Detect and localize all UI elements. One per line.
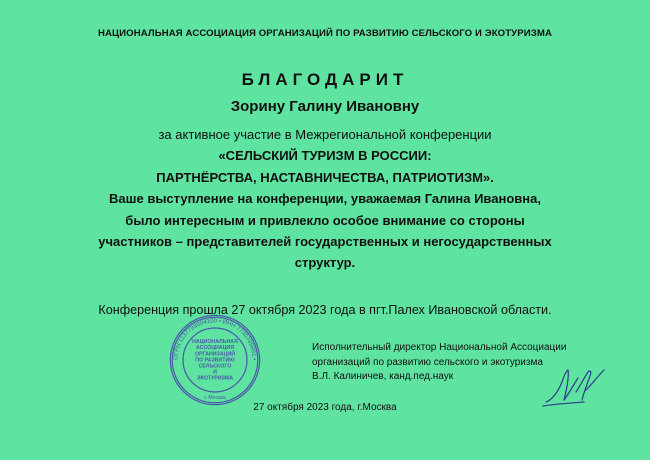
svg-text:ОРГАНИЗАЦИЙ: ОРГАНИЗАЦИЙ [194,351,236,358]
body-line: ПАРТНЁРСТВА, НАСТАВНИЧЕСТВА, ПАТРИОТИЗМ». [156,169,494,185]
svg-text:СЕЛЬСКОГО: СЕЛЬСКОГО [198,363,232,370]
director-line: Исполнительный директор Национальной Ассоциации [312,342,567,353]
certificate-heading: БЛАГОДАРИТ [241,70,409,89]
body-line: Ваше выступление на конференции, уважаемая Галина Ивановна, [109,191,541,207]
svg-text:ЭКОТУРИЗМА: ЭКОТУРИЗМА [196,375,234,382]
seal-stamp [168,313,262,407]
director-line: организаций по развитию сельского и экотуризма [312,356,543,368]
recipient-name: Зорину Галину Ивановну [230,98,420,115]
body-line: было интересным и привлекло особое внимание со стороны [125,212,525,228]
svg-text:И: И [213,369,217,376]
seal-city: г. Москва [204,395,226,402]
body-line: «СЕЛЬСКИЙ ТУРИЗМ В РОССИИ: [218,148,432,164]
date-place: 27 октября 2023 года, г.Москва [253,402,397,413]
svg-text:АССОЦИАЦИЯ: АССОЦИАЦИЯ [196,345,234,352]
body-line: структур. [294,255,356,271]
seal-ring-text: ОГРН 1137799004100 • ИНН 7730709891 • [173,318,257,361]
body-line: участников – представителей государственных и негосударственных [98,234,552,250]
organization-name: НАЦИОНАЛЬНАЯ АССОЦИАЦИЯ ОРГАНИЗАЦИЙ ПО РАЗВИТИЮ СЕЛЬСКОГО И ЭКОТУРИЗМА [98,28,552,39]
svg-text:НАЦИОНАЛЬНАЯ: НАЦИОНАЛЬНАЯ [192,339,238,346]
svg-text:ПО РАЗВИТИЮ: ПО РАЗВИТИЮ [195,357,235,364]
seal-center-text [192,339,238,382]
director-line: В.Л. Калиничев, канд.пед.наук [312,371,454,382]
closing-statement: Конференция прошла 27 октября 2023 года в пгт.Палех Ивановской области. [98,303,552,317]
certificate-body [40,124,610,274]
body-line: за активное участие в Межрегиональной конференции [158,127,492,142]
